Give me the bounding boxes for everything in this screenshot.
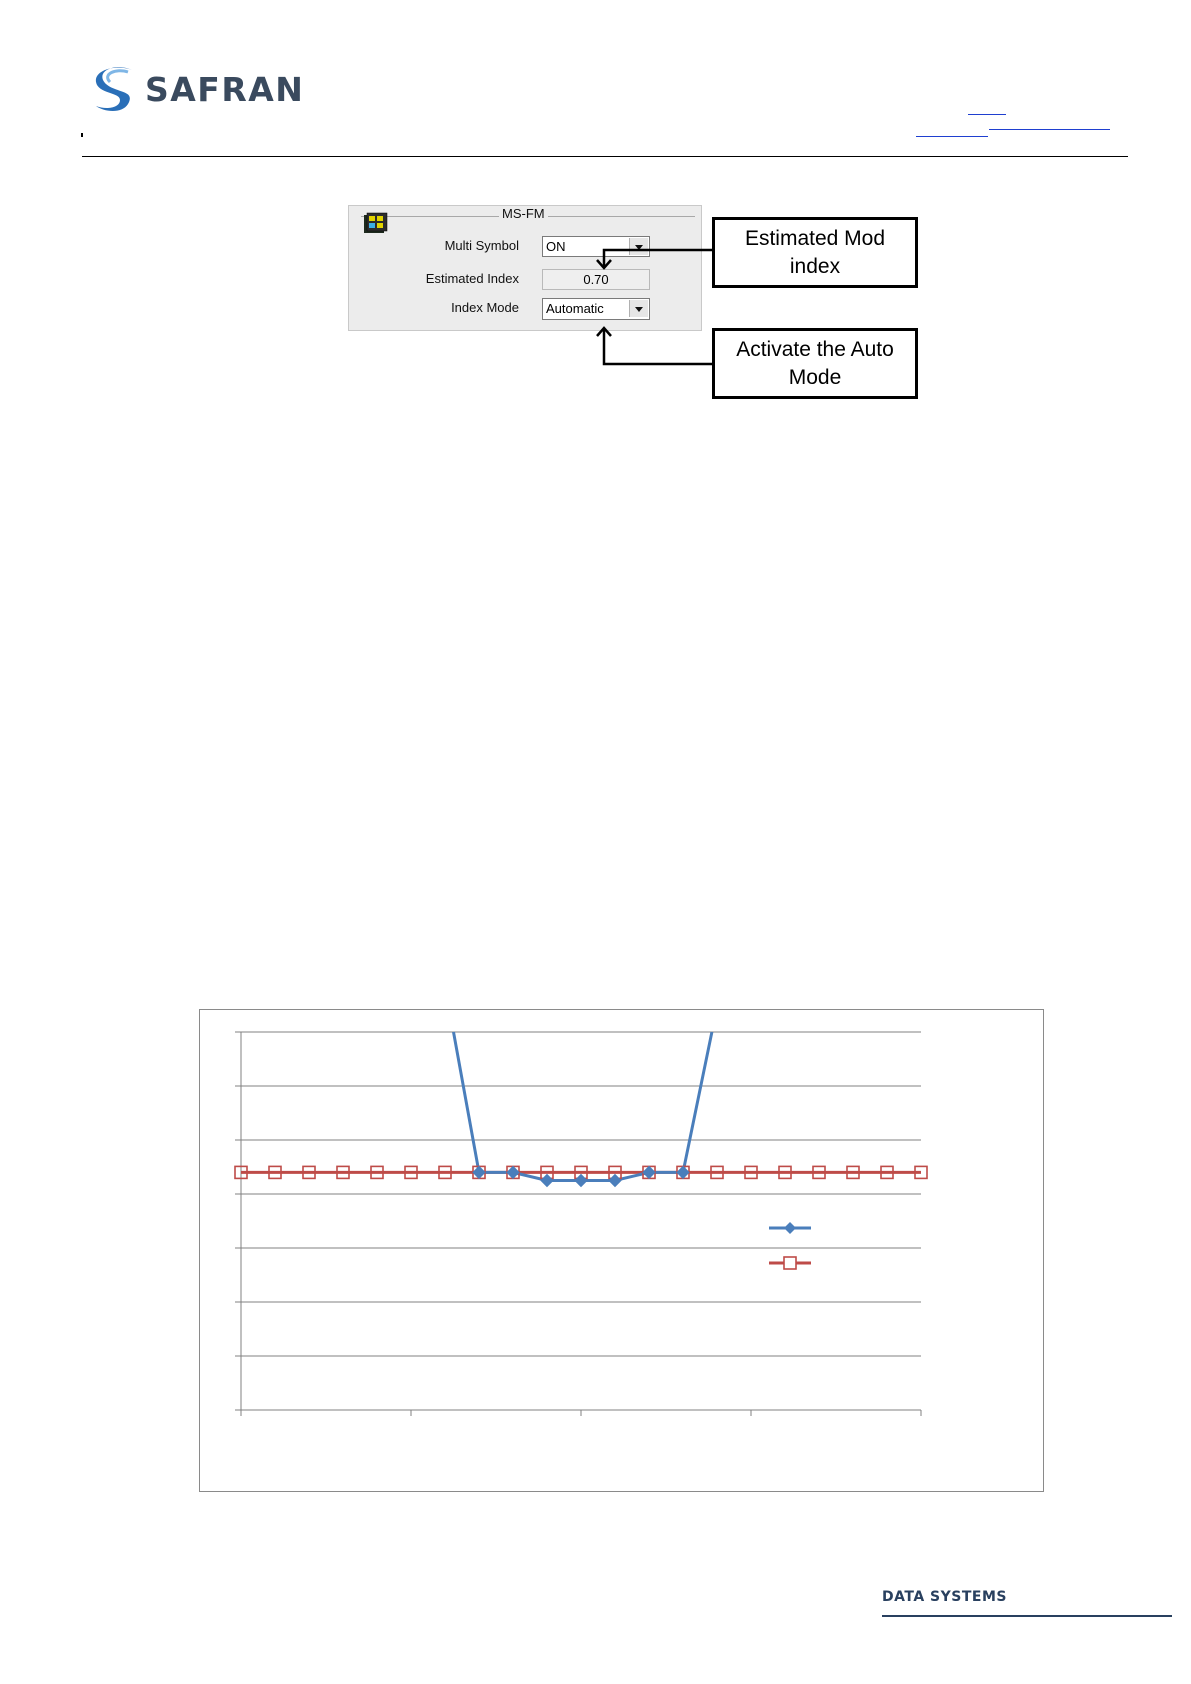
callout-text: Activate the Auto Mode [736,337,894,389]
header-links [900,100,1120,140]
brand-name: SAFRAN [145,70,305,109]
panel-title: MS-FM [499,206,548,221]
data-point-diamond [541,1175,553,1187]
header-tick [81,133,83,137]
data-point-diamond [473,1166,485,1178]
index-mode-value: Automatic [546,301,604,316]
safran-logo [92,64,322,114]
multi-symbol-value: ON [546,239,566,254]
index-mode-label: Index Mode [451,300,519,315]
ms-fm-panel [348,205,702,331]
data-point-diamond [575,1175,587,1187]
estimated-index-readout [542,269,650,290]
index-mode-dropdown[interactable] [542,298,650,320]
chevron-down-icon[interactable] [629,238,648,255]
series-line-blue [454,1032,712,1181]
header-rule [82,156,1128,157]
multi-symbol-label: Multi Symbol [444,238,519,253]
estimated-index-label: Estimated Index [425,271,519,286]
header-link-left[interactable] [916,136,988,137]
footer-brand: DATA SYSTEMS [882,1589,1007,1605]
data-point-diamond [507,1166,519,1178]
module-icon [361,210,389,236]
callout-text: Estimated Mod index [744,226,886,278]
data-point-diamond [609,1175,621,1187]
callout-estimated-mod-index [712,217,918,288]
multi-symbol-dropdown[interactable] [542,236,650,257]
estimated-index-value: 0.70 [583,272,609,287]
safran-swoosh-icon [92,64,140,114]
line-chart [199,1009,1044,1492]
data-point-diamond [643,1166,655,1178]
legend-marker-square [784,1257,796,1269]
header-link-short[interactable] [968,114,1006,115]
callout-auto-mode [712,328,918,399]
data-point-diamond [677,1166,689,1178]
footer-rule [882,1615,1172,1617]
chevron-down-icon[interactable] [629,300,648,317]
legend-marker-diamond [784,1222,796,1234]
header-link-right[interactable] [989,129,1110,130]
